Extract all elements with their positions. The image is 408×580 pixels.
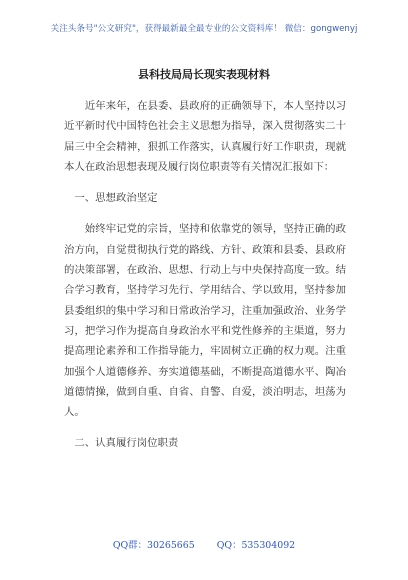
qq-group-text: QQ群：30265665 (112, 540, 195, 551)
document-body (64, 96, 346, 465)
section-heading-1: 一、思想政治坚定 (74, 192, 158, 205)
document-title: 县科技局局长现实表现材料 (138, 68, 270, 81)
intro-paragraph: 近年来年，在县委、县政府的正确领导下，本人坚持以习近平新时代中国特色社会主义思想为指导，深入贯彻落实二十届三中全会精神，狠抓工作落实，认真履行好工作职责，现就本人在政治思想表现及履行岗位职责等有关情况汇报如下： (64, 100, 346, 173)
section-heading-2: 二、认真履行岗位职责 (74, 437, 179, 450)
header-banner: 关注头条号"公文研究"，获得最新最全最专业的公文资料库！ 微信：gongwenyj (50, 24, 358, 34)
qq-number-text: QQ：535304092 (216, 540, 296, 551)
section-body-1: 始终牢记党的宗旨，坚持和依靠党的领导，坚持正确的政治方向，自觉贯彻执行党的路线、方针、政策和县委、县政府的决策部署，在政治、思想、行动上与中央保持高度一致。结合学习教育，坚持学习先行、学用结合、学以致用，坚持参加县委组织的集中学习和日常政治学习，注重加强政治、业务学习，把学习作为提高自身政治水平和党性修养的主渠道，努力提高理论素养和工作指导能力，牢固树立正确的权力观。注重加强个人道德修养、夯实道德基础，不断提高道德水平、陶冶道德情操，做到自重、自省、自警、自爱，淡泊明志，坦荡为人。 (64, 223, 346, 419)
footer-contact (0, 537, 408, 551)
